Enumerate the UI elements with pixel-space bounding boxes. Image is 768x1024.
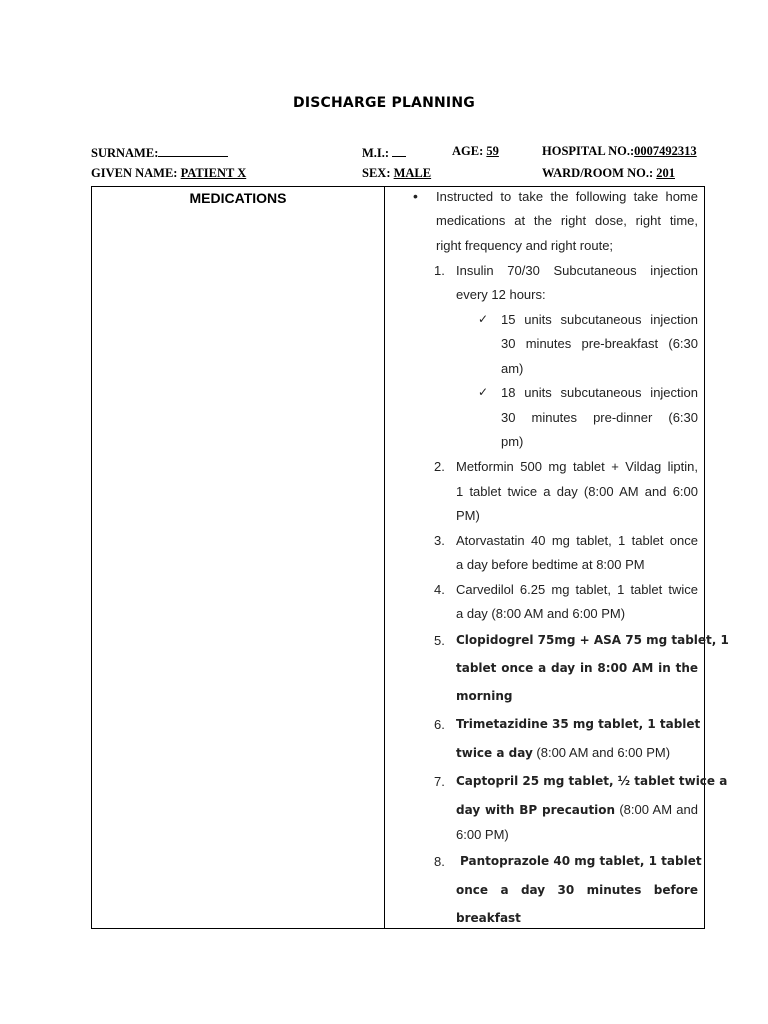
med-line — [456, 802, 698, 817]
bullet-icon: • — [413, 188, 418, 204]
intro-line: right frequency and right route; — [436, 238, 614, 253]
hospital-no-value: 0007492313 — [634, 144, 697, 158]
checkmark-icon: ✓ — [478, 385, 489, 399]
med-number: 4. — [434, 582, 445, 597]
med-line: Metformin 500 mg tablet + Vildag liptin, — [456, 459, 698, 474]
sub-line: pm) — [501, 434, 524, 449]
med-number: 1. — [434, 263, 445, 278]
age-label: AGE: — [452, 144, 484, 158]
given-name-value: PATIENT X — [180, 166, 247, 180]
med-line: 6:00 PM) — [456, 827, 509, 842]
sub-line: 15 units subcutaneous injection — [501, 312, 698, 327]
surname-blank — [158, 144, 228, 157]
medications-label: MEDICATIONS — [189, 190, 287, 206]
med-line: once a day 30 minutes before — [456, 883, 698, 897]
hospital-no-label: HOSPITAL NO.: — [542, 144, 635, 158]
med-line: morning — [456, 689, 513, 703]
med-line: Clopidogrel 75mg + ASA 75 mg tablet, 1 — [456, 633, 729, 647]
med-line: Insulin 70/30 Subcutaneous injection — [456, 263, 698, 278]
discharge-table — [91, 186, 729, 929]
checkmark-icon: ✓ — [478, 312, 489, 326]
mi-label: M.I.: — [362, 146, 390, 160]
intro-line: Instructed to take the following take home — [436, 189, 698, 204]
med-line-regular: (8:00 AM and 6:00 PM) — [532, 745, 671, 760]
medications-header-cell — [92, 187, 385, 929]
med-line-bold: twice a day — [456, 746, 533, 760]
med-line: Captopril 25 mg tablet, ½ tablet twice a — [456, 774, 728, 788]
ward-room-value: 201 — [656, 166, 675, 180]
sex-field — [362, 166, 431, 181]
sex-label: SEX: — [362, 166, 391, 180]
sub-line: 30 minutes pre-breakfast (6:30 — [501, 336, 698, 351]
med-line — [456, 745, 670, 760]
med-line: Trimetazidine 35 mg tablet, 1 tablet — [456, 717, 701, 731]
med-line-bold: day with BP precaution — [456, 803, 616, 817]
medications-content-cell — [385, 187, 729, 929]
sub-line: 18 units subcutaneous injection — [501, 385, 698, 400]
med-number: 7. — [434, 774, 445, 789]
intro-line: medications at the right dose, right time, — [436, 213, 698, 228]
med-line: 1 tablet twice a day (8:00 AM and 6:00 — [456, 484, 698, 499]
hospital-no-field — [542, 144, 697, 159]
med-line: Atorvastatin 40 mg tablet, 1 tablet once — [456, 533, 698, 548]
sub-line: 30 minutes pre-dinner (6:30 — [501, 410, 698, 425]
med-line: Pantoprazole 40 mg tablet, 1 tablet — [460, 854, 702, 868]
ward-room-label: WARD/ROOM NO.: — [542, 166, 654, 180]
med-line: a day before bedtime at 8:00 PM — [456, 557, 645, 572]
age-value: 59 — [486, 144, 499, 158]
surname-label: SURNAME: — [91, 146, 159, 160]
sex-value: MALE — [393, 166, 432, 180]
mi-field — [362, 144, 406, 161]
given-name-label: GIVEN NAME: — [91, 166, 178, 180]
med-number: 6. — [434, 717, 445, 732]
med-line-regular: (8:00 AM and — [615, 802, 698, 817]
med-number: 3. — [434, 533, 445, 548]
med-number: 5. — [434, 633, 445, 648]
ward-room-field — [542, 166, 675, 181]
med-line: every 12 hours: — [456, 287, 546, 302]
med-line: a day (8:00 AM and 6:00 PM) — [456, 606, 626, 621]
med-line: Carvedilol 6.25 mg tablet, 1 tablet twice — [456, 582, 698, 597]
med-number: 8. — [434, 854, 445, 869]
med-line: breakfast — [456, 911, 521, 925]
page-title: DISCHARGE PLANNING — [293, 95, 475, 111]
med-line: tablet once a day in 8:00 AM in the — [456, 661, 698, 675]
mi-blank — [392, 144, 406, 157]
age-field — [452, 144, 499, 159]
surname-field — [91, 144, 228, 161]
med-line: PM) — [456, 508, 480, 523]
med-number: 2. — [434, 459, 445, 474]
given-name-field — [91, 166, 246, 181]
sub-line: am) — [501, 361, 524, 376]
